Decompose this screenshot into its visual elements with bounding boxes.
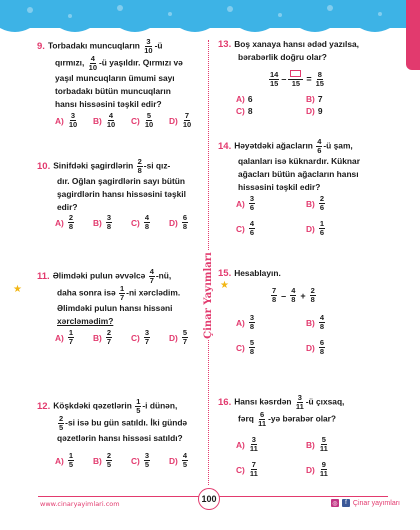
option-d[interactable]: D) $\frac{7}{10}$ xyxy=(169,111,192,129)
options-q11 xyxy=(55,329,207,346)
option-c[interactable]: C) $\frac{5}{10}$ xyxy=(131,111,154,129)
option-a[interactable]: A) $\frac{2}{8}$ xyxy=(55,213,74,231)
options-q12 xyxy=(55,452,207,469)
option-c[interactable]: C) $\frac{4}{8}$ xyxy=(131,213,150,231)
question-11: 11. Əlimdəki pulun əvvəlcə $\frac{4}{7}$ -nü, daha sonra isə $\frac{1}{7}$ -ni xərclədim. Əlimdəki pulun hansı hissəni xərcləmədim? xyxy=(37,267,181,326)
website-link[interactable]: www.cinaryayimlari.com xyxy=(40,500,120,508)
question-number: 9. xyxy=(37,40,45,52)
option-a[interactable]: A) $\frac{3}{6}$ xyxy=(236,194,255,212)
options-q13 xyxy=(236,94,386,116)
question-number: 13. xyxy=(218,39,232,50)
question-number: 12. xyxy=(37,400,51,412)
fraction: $\frac{4}{7}$ xyxy=(149,267,154,285)
option-b[interactable]: B) $\frac{4}{8}$ xyxy=(306,313,325,331)
fraction: $\frac{3}{11}$ xyxy=(295,393,304,411)
question-16: 16. Hansı kəsrdən $\frac{3}{11}$ -ü çıxsaq, fərq $\frac{6}{11}$ -yə bərabər olar? xyxy=(218,393,345,428)
option-a[interactable]: A) $\frac{1}{5}$ xyxy=(55,451,74,469)
expression-q15: $\frac{7}{8}$ – $\frac{4}{8}$ + $\frac{2}{8}$ xyxy=(272,286,315,304)
option-c[interactable]: C) $\frac{3}{7}$ xyxy=(131,328,150,346)
facebook-icon: f xyxy=(342,499,350,507)
fraction: $\frac{4}{6}$ xyxy=(317,137,322,155)
question-10: 10. Sinifdəki şagirdlərin $\frac{2}{8}$ -si qız- dır. Oğlan şagirdlərin sayı bütün şagirdlərin hansı hissəsini təşkil edir? xyxy=(37,157,186,212)
question-number: 10. xyxy=(37,160,51,172)
fraction: $\frac{4}{10}$ xyxy=(88,54,97,72)
option-d[interactable]: D) $\frac{1}{6}$ xyxy=(306,219,325,237)
page-edge-tab xyxy=(406,0,420,70)
option-b[interactable]: B) $\frac{3}{8}$ xyxy=(93,213,112,231)
star-icon: ★ xyxy=(220,280,229,291)
question-9: 9. Torbadakı muncuqların $\frac{3}{10}$ -ü qırmızı, $\frac{4}{10}$ -ü yaşıldır. Qırmızı və yaşıl muncuqların ümumi sayı torbadakı bütün muncuqların hansı hissəsini təşkil edir? xyxy=(37,37,183,109)
fraction: $\frac{3}{10}$ xyxy=(144,37,153,55)
options-q10 xyxy=(55,214,207,231)
option-b[interactable]: B) $\frac{2}{5}$ xyxy=(93,451,112,469)
brand-vertical: Çinar Yayımları xyxy=(202,251,214,339)
instagram-icon: ◎ xyxy=(332,500,338,507)
question-15: 15. Hesablayın. xyxy=(218,268,281,279)
option-b[interactable]: B) $\frac{2}{7}$ xyxy=(93,328,112,346)
option-d[interactable]: D) $\frac{5}{7}$ xyxy=(169,328,188,346)
fraction: $\frac{1}{5}$ xyxy=(136,397,141,415)
option-a[interactable]: A) $\frac{3}{8}$ xyxy=(236,313,255,331)
option-c[interactable]: C) $\frac{7}{11}$ xyxy=(236,460,258,478)
options-q9 xyxy=(55,112,207,129)
options-q16 xyxy=(236,436,386,478)
question-number: 15. xyxy=(218,268,232,279)
options-q14 xyxy=(236,195,386,237)
option-d[interactable]: D) 9 xyxy=(306,106,323,116)
question-number: 16. xyxy=(218,396,232,408)
header-wave xyxy=(0,0,420,40)
question-number: 11. xyxy=(37,270,50,282)
social-handle: ◎ f Çinar yayımları xyxy=(332,499,400,507)
option-d[interactable]: D) $\frac{4}{5}$ xyxy=(169,451,188,469)
fraction: $\frac{2}{5}$ xyxy=(59,414,64,432)
column-divider-bottom xyxy=(208,340,209,485)
option-b[interactable]: B) 7 xyxy=(306,94,323,104)
option-b[interactable]: B) $\frac{5}{11}$ xyxy=(306,435,328,453)
star-icon: ★ xyxy=(13,284,22,295)
fraction: $\frac{6}{11}$ xyxy=(258,410,267,428)
option-c[interactable]: C) $\frac{5}{8}$ xyxy=(236,338,255,356)
option-a[interactable]: A) 6 xyxy=(236,94,253,104)
fraction: $\frac{2}{8}$ xyxy=(137,157,142,175)
column-divider-top xyxy=(208,40,209,250)
option-a[interactable]: A) $\frac{3}{11}$ xyxy=(236,435,258,453)
option-c[interactable]: C) $\frac{4}{6}$ xyxy=(236,219,255,237)
equation-q13: $\frac{14}{15}$ – 15 = $\frac{8}{15}$ xyxy=(270,69,324,88)
option-d[interactable]: D) $\frac{6}{8}$ xyxy=(169,213,188,231)
option-b[interactable]: B) $\frac{2}{6}$ xyxy=(306,194,325,212)
question-12: 12. Köşkdəki qəzetlərin $\frac{1}{5}$ -i dünən, $\frac{2}{5}$ -si isə bu gün satıldı. İki gündə qəzetlərin hansı hissəsi satıldı? xyxy=(37,397,188,443)
question-14: 14. Həyətdəki ağacların $\frac{4}{6}$ -ü şam, qalanları isə küknardır. Küknar ağacları bütün ağacların hansı hissəsini təşkil edir? xyxy=(218,137,360,192)
question-number: 14. xyxy=(218,140,232,152)
page-number: 100 xyxy=(198,488,220,510)
question-13: 13. Boş xanaya hansı ədəd yazılsa, bərabərlik doğru olar? xyxy=(218,39,359,62)
option-c[interactable]: C) $\frac{3}{5}$ xyxy=(131,451,150,469)
options-q15 xyxy=(236,314,386,356)
fraction: $\frac{1}{7}$ xyxy=(119,284,125,302)
blank-box[interactable] xyxy=(290,70,301,77)
option-b[interactable]: B) $\frac{4}{10}$ xyxy=(93,111,116,129)
option-d[interactable]: D) $\frac{9}{11}$ xyxy=(306,460,328,478)
option-d[interactable]: D) $\frac{6}{8}$ xyxy=(306,338,325,356)
option-c[interactable]: C) 8 xyxy=(236,106,253,116)
option-a[interactable]: A) $\frac{1}{7}$ xyxy=(55,328,74,346)
option-a[interactable]: A) $\frac{3}{10}$ xyxy=(55,111,78,129)
